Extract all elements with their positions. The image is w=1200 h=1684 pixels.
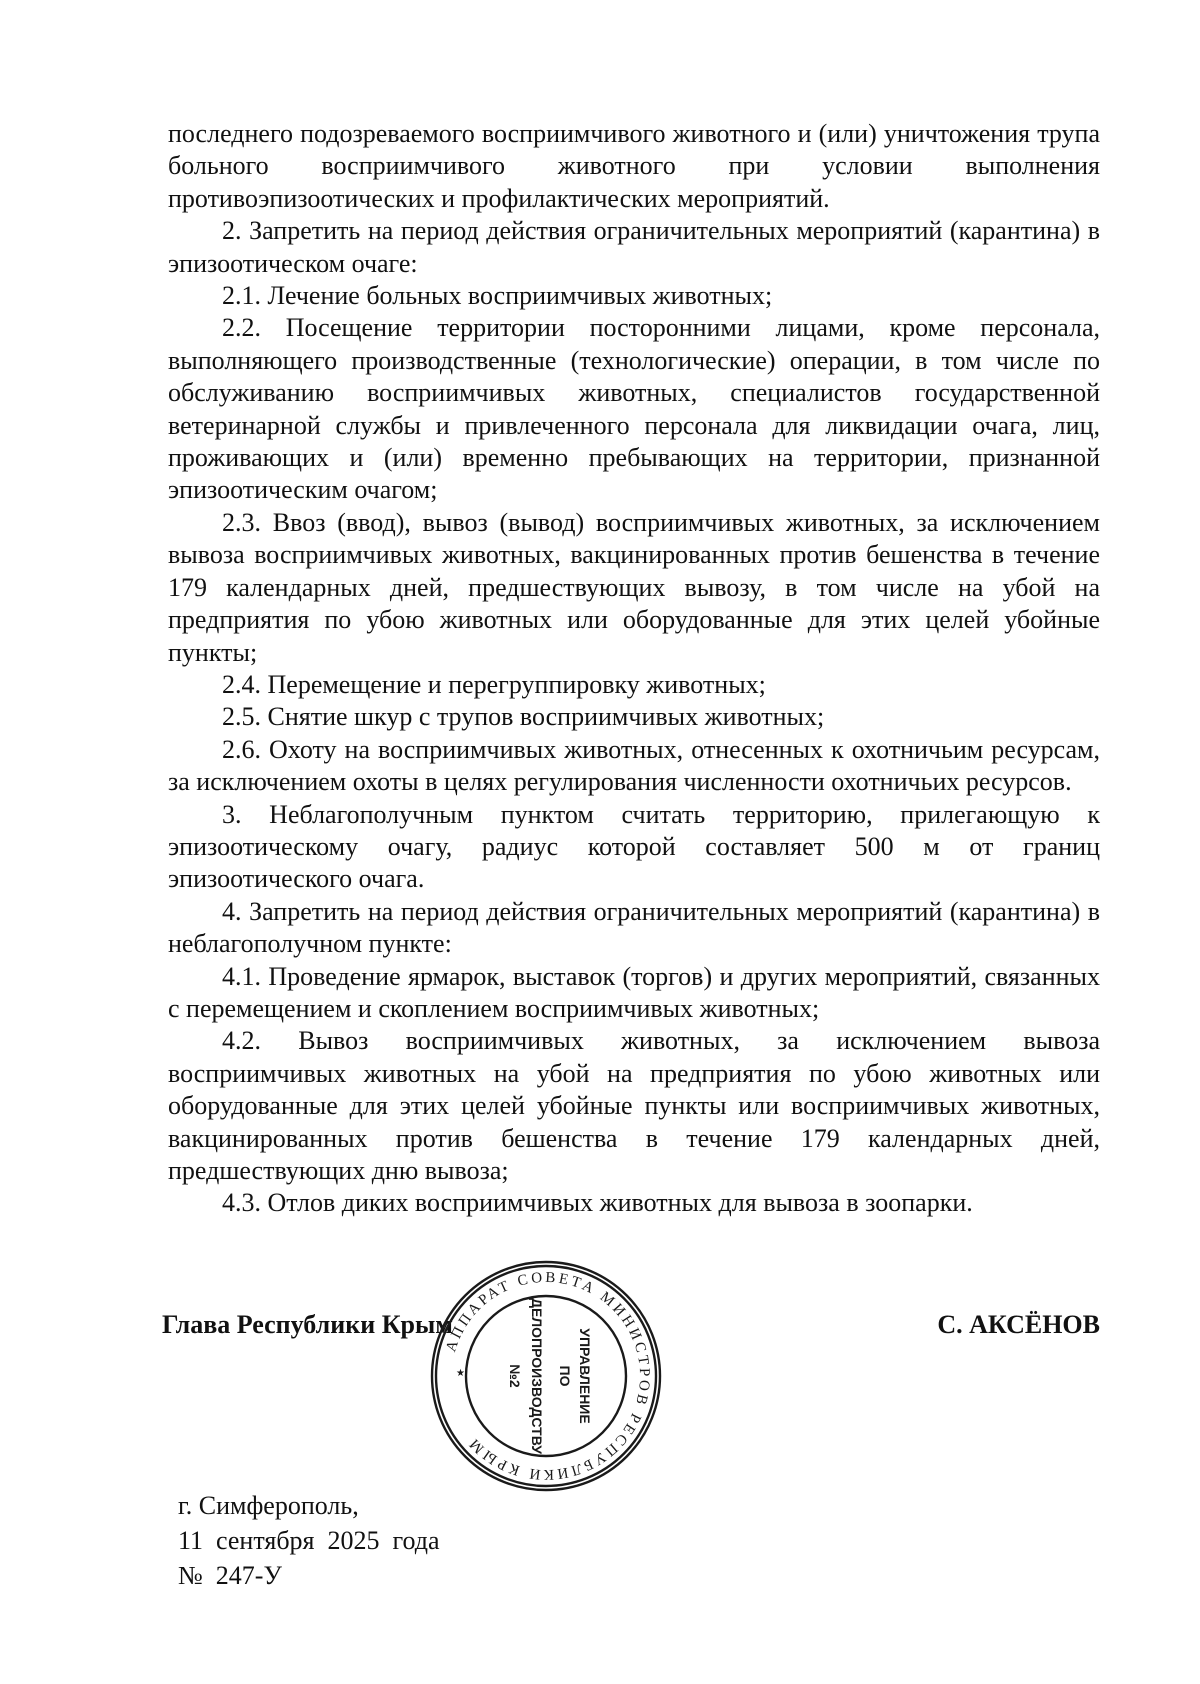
document-footer bbox=[178, 1488, 440, 1593]
signer-title: Глава Республики Крым bbox=[162, 1310, 454, 1339]
paragraph-9: 4. Запретить на период действия ограничительных мероприятий (карантина) в неблагополучном пункте: bbox=[168, 896, 1100, 959]
paragraph-0: последнего подозреваемого восприимчивого животного и (или) уничтожения трупа больного восприимчивого животного при условии выполнения противоэпизоотических и профилактических мероприятий. bbox=[168, 119, 1100, 213]
svg-text:ПО: ПО bbox=[557, 1365, 573, 1387]
paragraph-12: 4.3. Отлов диких восприимчивых животных для вывоза в зоопарки. bbox=[222, 1188, 973, 1218]
svg-text:★: ★ bbox=[456, 1368, 465, 1379]
official-seal-icon bbox=[428, 1258, 664, 1494]
document-number: № 247-У bbox=[178, 1561, 282, 1590]
signer-name: С. АКСЁНОВ bbox=[937, 1310, 1100, 1339]
paragraph-2: 2.1. Лечение больных восприимчивых животных; bbox=[222, 281, 773, 311]
paragraph-4: 2.3. Ввоз (ввод), вывоз (вывод) восприимчивых животных, за исключением вывоза восприимчивых животных, вакцинированных против бешенства в течение 179 календарных дней, предшествующих вывозу, в том числе на убой на предприятия по убою животных или оборудованные для этих целей убойные пункты; bbox=[168, 507, 1100, 667]
svg-text:УПРАВЛЕНИЕ: УПРАВЛЕНИЕ bbox=[577, 1328, 593, 1424]
issue-city: г. Симферополь, bbox=[178, 1491, 359, 1520]
svg-text:№2: №2 bbox=[507, 1364, 523, 1388]
svg-text:ДЕЛОПРОИЗВОДСТВУ: ДЕЛОПРОИЗВОДСТВУ bbox=[529, 1297, 545, 1455]
paragraph-7: 2.6. Охоту на восприимчивых животных, отнесенных к охотничьим ресурсам, за исключением охоты в целях регулирования численности охотничьих ресурсов. bbox=[168, 734, 1100, 797]
paragraph-3: 2.2. Посещение территории посторонними лицами, кроме персонала, выполняющего производственные (технологические) операции, в том числе по обслуживанию восприимчивых животных, специалистов государственной ветеринарной службы и привлеченного персонала для ликвидации очага, лиц, проживающих и (или) временно пребывающих на территории, признанной эпизоотическим очагом; bbox=[168, 313, 1100, 505]
paragraph-10: 4.1. Проведение ярмарок, выставок (торгов) и других мероприятий, связанных с перемещением и скоплением восприимчивых животных; bbox=[168, 961, 1100, 1023]
paragraph-6: 2.5. Снятие шкур с трупов восприимчивых животных; bbox=[222, 702, 825, 732]
paragraph-11: 4.2. Вывоз восприимчивых животных, за исключением вывоза восприимчивых животных на убой на предприятия по убою животных или оборудованные для этих целей убойные пункты или восприимчивых животных, вакцинированных против бешенства в течение 179 календарных дней, предшествующих дню вывоза; bbox=[168, 1026, 1100, 1185]
paragraph-1: 2. Запретить на период действия ограничительных мероприятий (карантина) в эпизоотическом очаге: bbox=[168, 216, 1100, 278]
issue-date: 11 сентября 2025 года bbox=[178, 1526, 440, 1555]
paragraph-5: 2.4. Перемещение и перегруппировку животных; bbox=[222, 669, 766, 699]
document-body bbox=[168, 118, 1100, 1220]
paragraph-8: 3. Неблагополучным пунктом считать территорию, прилегающую к эпизоотическому очагу, радиус которой составляет 500 м от границ эпизоотического очага. bbox=[168, 799, 1100, 894]
svg-text:АППАРАТ СОВЕТА МИНИСТРОВ РЕСПУ: АППАРАТ СОВЕТА МИНИСТРОВ РЕСПУБЛИКИ КРЫМ bbox=[443, 1269, 653, 1483]
